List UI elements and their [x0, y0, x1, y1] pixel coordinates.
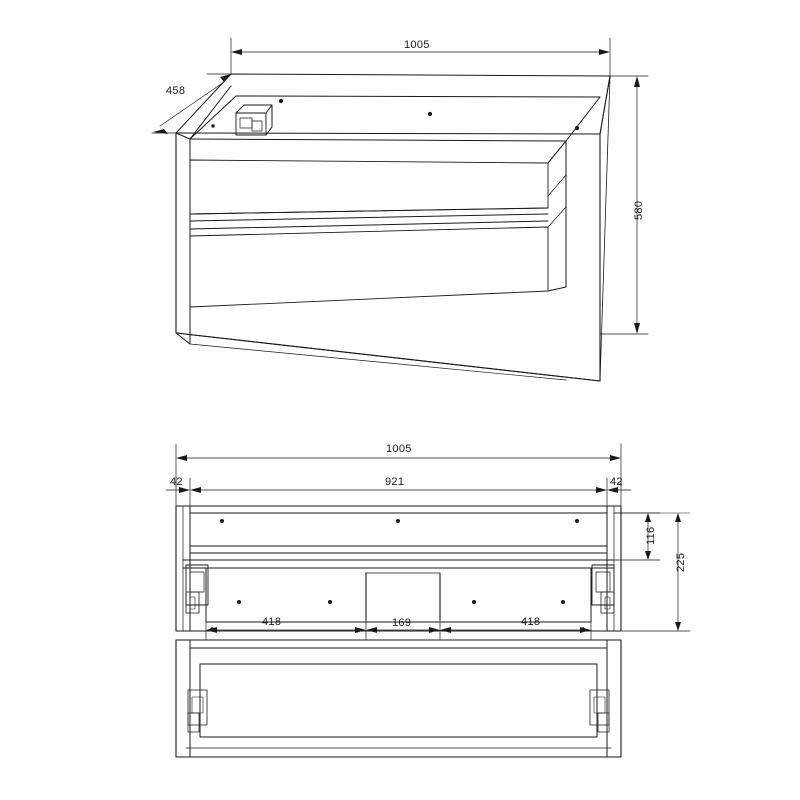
dim-label-right-offset: 42: [610, 476, 623, 488]
dim-label-top-width: 1005: [404, 39, 430, 51]
dim-label-rail-small: 116: [645, 526, 657, 545]
dim-label-segment-right: 418: [521, 616, 541, 628]
dim-label-top-height: 580: [633, 200, 645, 220]
dim-label-segment-left: 418: [262, 616, 282, 628]
dim-label-segment-center: 169: [392, 617, 412, 629]
dim-top-depth: [152, 74, 231, 134]
dim-label-inner-width: 921: [385, 476, 405, 488]
dim-label-top-depth: 458: [166, 85, 186, 97]
dim-label-rail-total: 225: [675, 552, 687, 572]
front-section-cabinet: [176, 506, 621, 757]
dim-label-left-offset: 42: [170, 476, 183, 488]
dim-label-bottom-width: 1005: [386, 443, 412, 455]
perspective-cabinet: [176, 74, 610, 381]
